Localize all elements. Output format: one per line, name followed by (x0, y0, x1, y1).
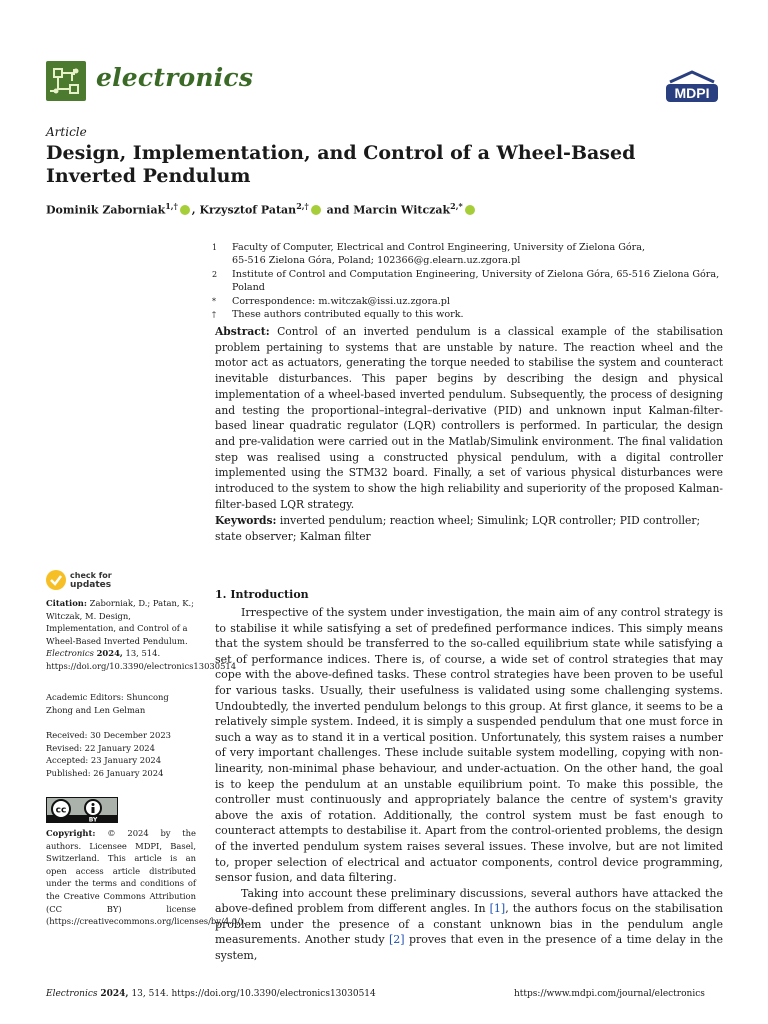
copyright-text: © 2024 by the authors. Licensee MDPI, Basel, Switzerland. This article is an open access article distributed under the terms and conditions of the Creative Commons Attribution (CC BY) license (https://creativecommons.org/licenses/by/4.0/). (46, 828, 246, 927)
cc-by-badge[interactable] (46, 797, 118, 823)
accepted-date: Accepted: 23 January 2024 (46, 755, 162, 766)
section-heading: 1. Introduction (215, 588, 309, 601)
check-updates-label[interactable]: check for updates (70, 571, 112, 590)
copyright-label: Copyright: (46, 828, 96, 838)
keywords-label: Keywords: (215, 514, 277, 527)
journal-logo (46, 61, 86, 101)
journal-name: electronics (96, 63, 254, 92)
svg-text:cc: cc (55, 805, 67, 816)
reference-link[interactable]: [2] (389, 933, 405, 947)
copyright-block (46, 827, 246, 928)
citation-rest: 13, 514. https://doi.org/10.3390/electronics13030514 (46, 648, 237, 671)
affil-text: 65-516 Zielona Góra, Poland; 102366@g.elearn.uz.zgora.pl (232, 255, 521, 267)
affil-mark: † (212, 310, 216, 320)
author-sup: 1,† (165, 201, 178, 211)
paragraph: Taking into account these preliminary discussions, several authors have attacked the above-defined problem from different angles. In [1], the authors focus on the stabilisation problem under the presence of a constant unknown bias in the pendulum angle measurements. Another study [2] proves that even in the presence of a time delay in the system, (215, 886, 724, 963)
keywords-text: inverted pendulum; reaction wheel; Simulink; LQR controller; PID controller; state observer; Kalman filter (215, 514, 701, 543)
received-date: Received: 30 December 2023 (46, 730, 171, 740)
author-name: Krzysztof Patan (199, 203, 297, 217)
circuit-icon (46, 61, 86, 101)
keywords (215, 513, 723, 544)
and-word: and (326, 203, 350, 217)
publisher-logo (664, 70, 720, 104)
citation-text: Zaborniak, D.; Patan, K.; Witczak, M. Design, Implementation, and Control of a Wheel-Based Inverted Pendulum. (46, 598, 194, 646)
citation-block (46, 597, 237, 673)
footer-url[interactable]: https://www.mdpi.com/journal/electronics (514, 989, 705, 999)
reference-link[interactable]: [1] (489, 902, 506, 916)
orcid-icon[interactable] (311, 205, 321, 215)
check-updates-icon[interactable] (46, 570, 66, 590)
affil-mark (212, 254, 232, 267)
citation-year: 2024, (96, 648, 123, 659)
cc-by-label: BY (88, 816, 98, 822)
publisher-name: MDPI (674, 85, 710, 101)
revised-date: Revised: 22 January 2024 (46, 742, 155, 753)
abstract-text: Control of an inverted pendulum is a classical example of the stabilisation problem pertaining to systems that are unstable by nature. The reaction wheel and the motor act as actuators, generating the torque needed to stabilise the system and counteract inevitable disturbances. This paper begins by describing the design and physical implementation of a wheel-based inverted pendulum. Subsequently, the process of designing and testing the proportional–integral–derivative (PID) and unknown input Kalman-filter-based linear quadratic regulator (LQR) controllers is performed. In particular, the design and pre-validation were carried out in the Matlab/Simulink environment. The final validation step was realised using a constructed physical pendulum, with a digital controller implemented using the STM32 board. Finally, a set of various physical disturbances were introduced to the system to show the high reliability and superiority of the proposed Kalman-filter-based LQR strategy. (215, 325, 723, 511)
published-date: Published: 26 January 2024 (46, 767, 164, 778)
intro-body (215, 605, 723, 964)
author-sup: 2,* (450, 201, 463, 211)
footer-citation: Electronics 2024, 13, 514. https://doi.org/10.3390/electronics13030514 (46, 989, 376, 999)
affiliations (212, 241, 732, 321)
affil-text: Institute of Control and Computation Engineering, University of Zielona Góra, 65-516 Zielona Góra, Poland (232, 268, 720, 294)
orcid-icon[interactable] (465, 205, 475, 215)
citation-label: Citation: (46, 598, 87, 608)
dates-block (46, 729, 196, 779)
author-name: Marcin Witczak (353, 203, 451, 217)
academic-editors: Academic Editors: Shuncong Zhong and Len Gelman (46, 692, 169, 715)
abstract-label: Abstract: (215, 325, 270, 338)
affil-mark: 2 (212, 269, 218, 279)
author-list: Dominik Zaborniak$^{1,\dagger}$ , Krzysztof Patan$^{2,\dagger}$ and Marcin Witczak$^{2,*}$ (46, 201, 477, 217)
author-sup: 2,† (296, 201, 309, 211)
article-title: Design, Implementation, and Control of a Wheel-Based Inverted Pendulum (46, 142, 636, 187)
affil-text: These authors contributed equally to this work. (232, 309, 464, 321)
author-name: Dominik Zaborniak (46, 203, 166, 217)
orcid-icon[interactable] (180, 205, 190, 215)
paragraph: Irrespective of the system under investigation, the main aim of any control strategy is to stabilise it while satisfying a set of predefined performance indices. This simply means that the system should be transferred to the so-called equilibrium state while satisfying a set of performance indices. There is, of course, a wide set of control strategies that may cope with the above-defined tasks. These control strategies have been proven to be useful for various tasks. Usually, their usefulness is validated using some challenging systems. Undoubtedly, the inverted pendulum belongs to this group. At first glance, it seems to be a relatively simple system. Indeed, it is simply a suspended pendulum that one must force in such a way as to stand it in a vertical position. Unfortunately, this system raises a number of very important challenges. These include suitable system modelling, copying with non-linearity, non-minimal phase behaviour, and under-actuation. On the other hand, the goal is to keep the pendulum at an unstable equilibrium point. To make this possible, the controller must continuously and appropriately balance the centre of system's gravity above the axis of rotation. Additionally, the control system must be fast enough to counteract attempts to destabilise it. Apart from the control-oriented problems, the design of the inverted pendulum system raises several issues. These involve, but are not limited to, proper selection of electrical and actuator components, control device programming, sensor fusion, and data filtering. (215, 606, 723, 885)
affil-text: Correspondence: m.witczak@issi.uz.zgora.pl (232, 295, 451, 307)
article-type: Article (46, 125, 87, 139)
citation-journal: Electronics (46, 648, 94, 659)
affil-mark: 1 (212, 243, 218, 252)
affil-text: Faculty of Computer, Electrical and Control Engineering, University of Zielona Góra, (232, 242, 646, 253)
abstract (215, 324, 723, 512)
affil-mark: * (212, 296, 216, 306)
